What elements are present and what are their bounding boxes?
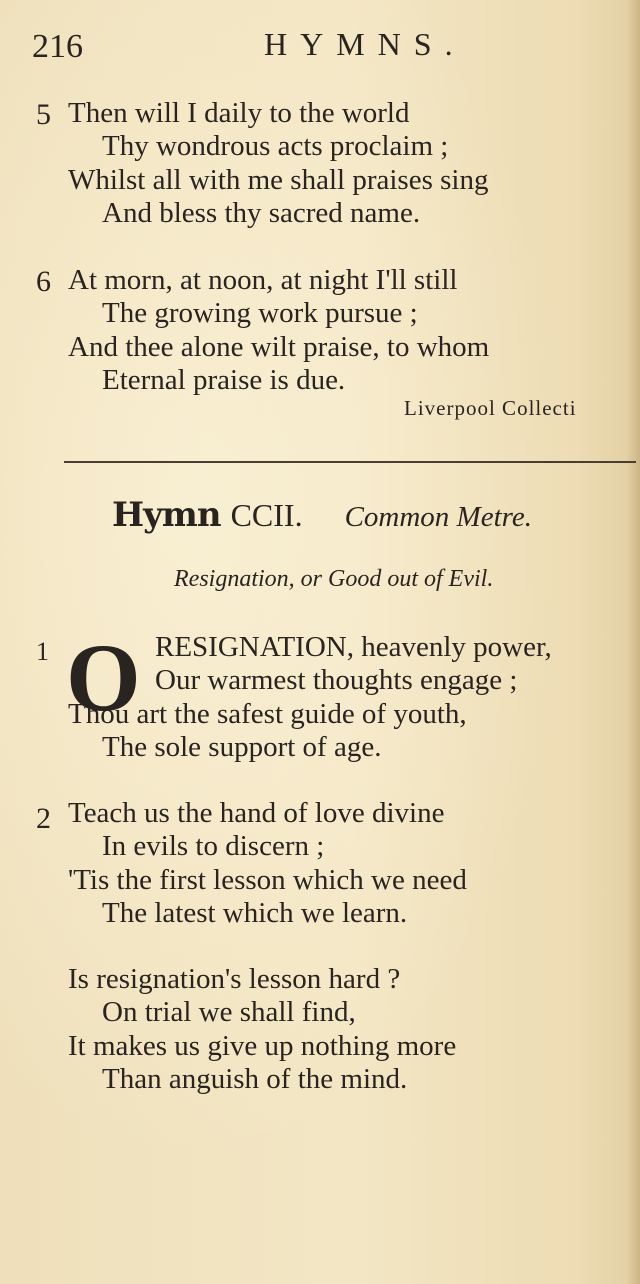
hymn-label: Hymn <box>112 495 221 535</box>
hymn-metre: Common Metre. <box>344 501 532 533</box>
verse-line: Than anguish of the mind. <box>102 1063 408 1095</box>
page-edge-shadow <box>626 0 640 1284</box>
drop-cap: O <box>66 624 141 731</box>
verse-line: Teach us the hand of love divine <box>68 797 445 829</box>
running-title: HYMNS. <box>264 26 466 62</box>
verse-line: On trial we shall find, <box>102 996 356 1028</box>
verse-line: The latest which we learn. <box>102 897 408 929</box>
section-divider <box>64 461 636 463</box>
verse-line: And bless thy sacred name. <box>102 197 421 229</box>
verse-line: Thy wondrous acts proclaim ; <box>102 130 449 162</box>
verse-line: Whilst all with me shall praises sing <box>68 164 489 196</box>
stanza-number: 5 <box>36 98 51 131</box>
hymn-number: CCII. <box>230 497 303 533</box>
verse-line: In evils to discern ; <box>102 830 325 862</box>
stanza-number: 6 <box>36 265 51 298</box>
hymn-subtitle: Resignation, or Good out of Evil. <box>174 566 494 592</box>
running-header <box>32 22 632 72</box>
page-number: 216 <box>32 28 83 65</box>
verse-line: It makes us give up nothing more <box>68 1030 457 1062</box>
verse-line: At morn, at noon, at night I'll still <box>68 264 458 296</box>
attribution: Liverpool Collecti <box>404 396 577 420</box>
stanza-number: 2 <box>36 802 51 835</box>
verse-line: RESIGNATION, heavenly power, <box>155 631 552 663</box>
verse-line: And thee alone wilt praise, to whom <box>68 331 490 363</box>
verse-line: Is resignation's lesson hard ? <box>68 963 401 995</box>
verse-line: Our warmest thoughts engage ; <box>155 664 518 696</box>
verse-line: The sole support of age. <box>102 731 382 763</box>
verse-line: Thou art the safest guide of youth, <box>68 698 467 730</box>
hymn-heading <box>112 495 632 545</box>
stanza-number: 1 <box>36 637 49 666</box>
verse-line: The growing work pursue ; <box>102 297 418 329</box>
verse-line: Then will I daily to the world <box>68 97 410 129</box>
verse-line: Eternal praise is due. <box>102 364 346 396</box>
verse-line: 'Tis the first lesson which we need <box>68 864 467 896</box>
